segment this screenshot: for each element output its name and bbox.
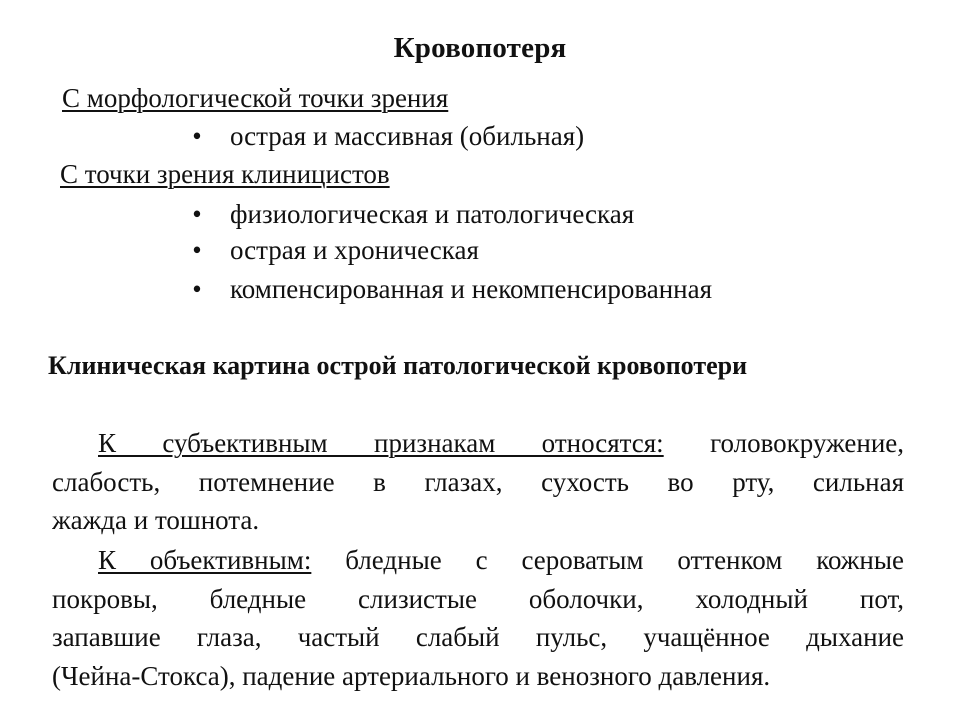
paragraph-line: (Чейна-Стокса), падение артериального и венозного давления.	[52, 660, 771, 691]
clinical-picture-heading: Клиническая картина острой патологической кровопотери	[48, 351, 748, 380]
morphological-heading: С морфологической точки зрения	[62, 83, 449, 113]
list-item-text: острая и хроническая	[230, 235, 479, 265]
paragraph-text: бледные с сероватым оттенком кожные	[345, 545, 904, 575]
paragraph-line: запавшие глаза, частый слабый пульс, учащённое дыхание	[52, 622, 904, 652]
objective-label: К объективным:	[98, 545, 312, 575]
subjective-label: К субъективным признакам относятся:	[98, 428, 664, 458]
paragraph-line: жажда и тошнота.	[52, 505, 260, 535]
slide-title: Кровопотеря	[393, 32, 567, 64]
list-item-text: компенсированная и некомпенсированная	[230, 274, 713, 304]
bullet-icon: •	[192, 199, 202, 229]
bullet-icon: •	[192, 235, 202, 265]
bullet-icon: •	[192, 274, 202, 304]
clinical-heading: С точки зрения клиницистов	[60, 159, 390, 189]
paragraph-line: слабость, потемнение в глазах, сухость во рту, сильная	[52, 466, 904, 497]
objective-paragraph	[52, 541, 904, 695]
paragraph-line: покровы, бледные слизистые оболочки, холодный пот,	[52, 583, 904, 614]
paragraph-line	[52, 541, 904, 580]
list-item-text: острая и массивная (обильная)	[230, 121, 585, 151]
paragraph-line	[52, 424, 904, 463]
list-item-text: физиологическая и патологическая	[230, 199, 635, 229]
paragraph-text: головокружение,	[710, 428, 904, 458]
bullet-icon: •	[192, 121, 202, 151]
subjective-paragraph	[52, 424, 904, 540]
